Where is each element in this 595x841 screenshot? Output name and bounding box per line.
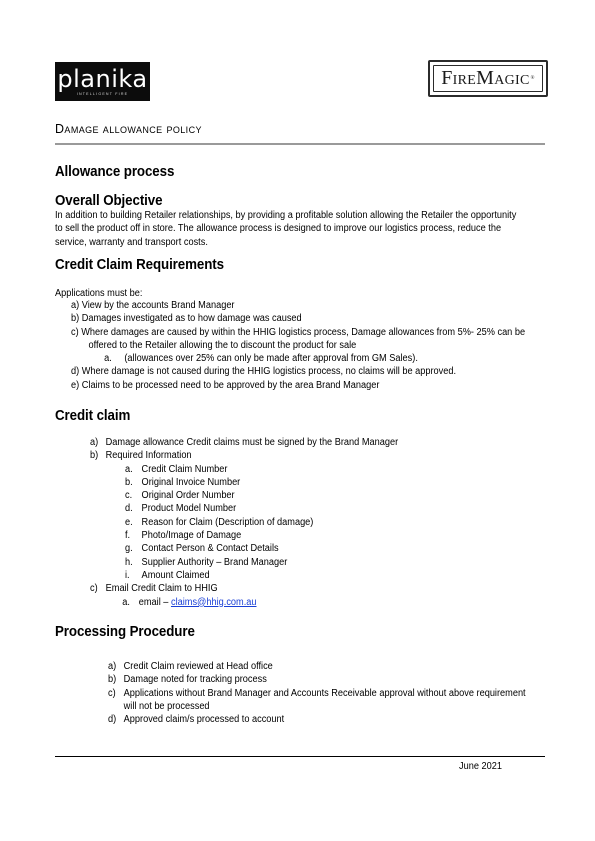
list-label: a. <box>104 353 112 365</box>
heading-credit-claim: Credit claim <box>55 408 131 424</box>
header-divider <box>55 143 545 145</box>
list-item <box>90 436 398 449</box>
list-text: Credit Claim Number <box>141 463 228 475</box>
objective-line: service, warranty and transport costs. <box>55 236 208 248</box>
processing-list <box>108 660 562 726</box>
list-label: a) <box>90 437 99 448</box>
heading-allowance-process: Allowance process <box>55 164 175 180</box>
list-text: Required Information <box>105 450 192 462</box>
list-label: c) <box>108 687 116 699</box>
list-text: Amount Claimed <box>141 569 210 581</box>
list-item <box>90 582 398 595</box>
credit-claim-list <box>90 436 425 609</box>
list-text: Contact Person & Contact Details <box>141 543 279 555</box>
list-label: c) <box>71 326 79 338</box>
list-item <box>108 713 526 726</box>
list-item <box>71 312 525 325</box>
requirements-list <box>71 299 565 392</box>
objective-line: to sell the product off in store. The allowance process is designed to improve our logistics process, reduce the <box>55 223 502 235</box>
list-text: Reason for Claim (Description of damage) <box>141 516 314 528</box>
list-text: Product Model Number <box>141 503 237 515</box>
list-item <box>90 449 398 462</box>
list-text: Original Order Number <box>141 490 235 502</box>
firemagic-logo-word: FireMagic <box>441 67 530 89</box>
requirements-intro: Applications must be: <box>55 288 143 299</box>
list-item <box>125 489 401 502</box>
footer-divider <box>55 756 545 757</box>
list-text: Claims to be processed need to be approved by the area Brand Manager <box>81 379 380 391</box>
list-item <box>125 569 401 582</box>
list-item <box>125 542 401 555</box>
firemagic-logo <box>428 60 548 97</box>
list-item <box>108 673 526 686</box>
list-item <box>71 365 525 378</box>
list-label: a. <box>122 596 130 608</box>
list-item <box>71 326 525 339</box>
list-text: Credit Claim reviewed at Head office <box>123 661 273 672</box>
list-text: Damage noted for tracking process <box>123 674 267 686</box>
list-text: Damage allowance Credit claims must be signed by the Brand Manager <box>105 437 399 448</box>
list-label: b) <box>90 450 99 462</box>
list-text: Where damage is not caused during the HHIG logistics process, no claims will be approved. <box>81 366 457 378</box>
planika-logo-word: planika <box>57 64 148 93</box>
list-text: (allowances over 25% can only be made after approval from GM Sales). <box>124 353 418 365</box>
list-text: View by the accounts Brand Manager <box>81 300 235 311</box>
list-label: a) <box>108 661 117 672</box>
list-item <box>125 556 401 569</box>
objective-paragraph <box>55 209 556 249</box>
list-item <box>125 463 401 476</box>
heading-processing-procedure: Processing Procedure <box>55 624 195 640</box>
planika-logo <box>55 62 150 101</box>
list-label: i. <box>125 569 130 581</box>
list-label: f. <box>125 530 131 542</box>
list-label: e) <box>71 379 80 391</box>
claims-email-link[interactable]: claims@hhig.com.au <box>170 596 257 608</box>
required-info-list <box>90 463 425 583</box>
list-text: Applications without Brand Manager and Accounts Receivable approval without above requirement <box>123 687 526 699</box>
list-text: Supplier Authority – Brand Manager <box>141 556 288 568</box>
list-item <box>125 529 401 542</box>
list-item <box>71 299 525 312</box>
list-label: a. <box>125 463 133 475</box>
objective-line: In addition to building Retailer relationships, by providing a profitable solution allowing the Retailer the opportunity <box>55 210 517 221</box>
list-item <box>108 687 526 700</box>
email-prefix: email – <box>138 596 171 608</box>
list-label: d) <box>71 366 80 378</box>
list-label: b) <box>108 674 117 686</box>
list-item-continuation: will not be processed <box>123 700 210 712</box>
list-label: e. <box>125 516 133 528</box>
list-item <box>108 660 526 673</box>
list-label: b) <box>71 313 80 325</box>
list-item <box>125 476 401 489</box>
list-text: Email Credit Claim to HHIG <box>105 583 218 595</box>
list-item <box>71 379 525 392</box>
list-label: b. <box>125 476 133 488</box>
list-text: Damages investigated as to how damage was caused <box>81 313 302 325</box>
list-item-continuation: offered to the Retailer allowing the to discount the product for sale <box>88 339 357 351</box>
list-item <box>90 596 398 609</box>
list-label: a) <box>71 300 80 311</box>
list-text: Approved claim/s processed to account <box>123 714 285 726</box>
list-item <box>125 502 401 515</box>
heading-overall-objective: Overall Objective <box>55 193 163 209</box>
list-label: h. <box>125 556 133 568</box>
list-text: Photo/Image of Damage <box>141 530 242 542</box>
list-label: d) <box>108 714 117 726</box>
list-text: Where damages are caused by within the HHIG logistics process, Damage allowances from 5%- 25% can be <box>81 326 526 338</box>
list-item <box>125 516 401 529</box>
heading-credit-claim-requirements: Credit Claim Requirements <box>55 257 224 273</box>
list-label: c) <box>90 583 98 595</box>
list-item <box>71 352 525 365</box>
footer-date: June 2021 <box>459 761 502 772</box>
list-label: d. <box>125 503 133 515</box>
list-label: c. <box>125 490 133 502</box>
list-text: Original Invoice Number <box>141 476 241 488</box>
list-label: g. <box>125 543 133 555</box>
registered-mark: ® <box>530 76 535 81</box>
document-title: Damage allowance policy <box>55 122 202 136</box>
planika-logo-tagline: INTELLIGENT FIRE <box>76 91 129 96</box>
